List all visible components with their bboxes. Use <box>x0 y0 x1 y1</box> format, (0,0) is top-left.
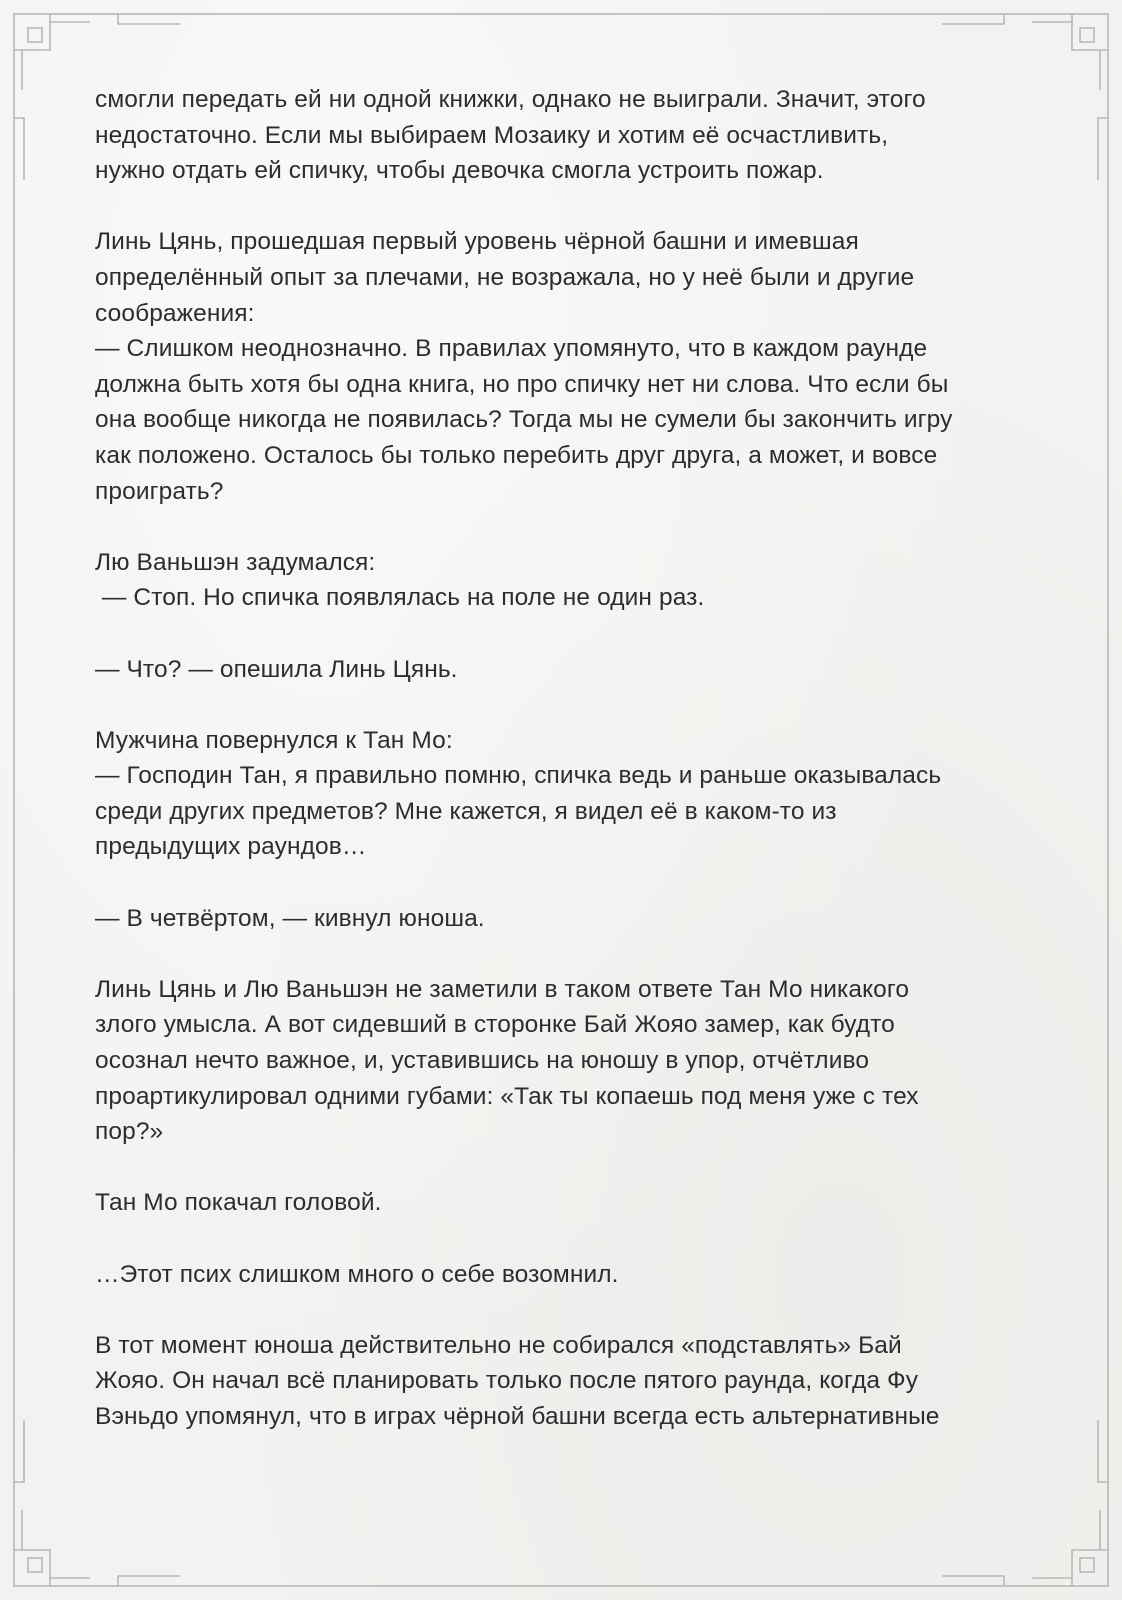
text-line: Жояо. Он начал всё планировать только после пятого раунда, когда Фу <box>95 1367 919 1395</box>
paragraph <box>95 652 1035 688</box>
text-line: Вэньдо упомянул, что в играх чёрной башни всегда есть альтернативные <box>95 1402 940 1430</box>
text-line: как положено. Осталось бы только перебить друг друга, а может, и вовсе <box>95 441 938 469</box>
text-line: Мужчина повернулся к Тан Мо: <box>95 726 453 754</box>
text-line: проартикулировал одними губами: «Так ты копаешь под меня уже с тех <box>95 1082 919 1110</box>
text-line: — Стоп. Но спичка появлялась на поле не один раз. <box>95 584 705 612</box>
paragraph <box>95 972 1035 1150</box>
text-line: должна быть хотя бы одна книга, но про спичку нет ни слова. Что если бы <box>95 370 949 398</box>
paragraph <box>95 901 1035 937</box>
text-line: — Господин Тан, я правильно помню, спичка ведь и раньше оказывалась <box>95 762 942 790</box>
text-line: соображения: <box>95 299 255 327</box>
paragraph <box>95 545 1035 616</box>
text-line: — Что? — опешила Линь Цянь. <box>95 655 458 683</box>
text-line: осознал нечто важное, и, уставившись на юношу в упор, отчётливо <box>95 1047 870 1075</box>
document-body <box>95 82 1035 1470</box>
text-line: Лю Ваньшэн задумался: <box>95 548 376 576</box>
paragraph <box>95 1185 1035 1221</box>
paragraph <box>95 1257 1035 1293</box>
text-line: Тан Мо покачал головой. <box>95 1189 382 1217</box>
text-line: проиграть? <box>95 477 224 505</box>
paragraph <box>95 82 1035 189</box>
text-line: нужно отдать ей спичку, чтобы девочка смогла устроить пожар. <box>95 157 824 185</box>
text-line: она вообще никогда не появилась? Тогда мы не сумели бы закончить игру <box>95 406 953 434</box>
text-line: злого умысла. А вот сидевший в сторонке Бай Жояо замер, как будто <box>95 1011 895 1039</box>
text-line: определённый опыт за плечами, не возражала, но у неё были и другие <box>95 263 915 291</box>
text-line: — В четвёртом, — кивнул юноша. <box>95 904 485 932</box>
text-line: смогли передать ей ни одной книжки, однако не выиграли. Значит, этого <box>95 86 926 113</box>
paragraph <box>95 1328 1035 1435</box>
text-line: …Этот псих слишком много о себе возомнил. <box>95 1260 619 1288</box>
text-line: предыдущих раундов… <box>95 833 367 861</box>
text-line: Линь Цянь, прошедшая первый уровень чёрной башни и имевшая <box>95 228 859 256</box>
text-line: недостаточно. Если мы выбираем Мозаику и хотим её осчастливить, <box>95 121 889 149</box>
text-line: В тот момент юноша действительно не собирался «подставлять» Бай <box>95 1331 902 1359</box>
paragraph <box>95 723 1035 865</box>
text-line: пор?» <box>95 1118 164 1146</box>
text-line: Линь Цянь и Лю Ваньшэн не заметили в таком ответе Тан Мо никакого <box>95 975 910 1003</box>
text-line: среди других предметов? Мне кажется, я видел её в каком-то из <box>95 797 837 825</box>
text-line: — Слишком неоднозначно. В правилах упомянуто, что в каждом раунде <box>95 335 928 363</box>
paragraph <box>95 224 1035 509</box>
